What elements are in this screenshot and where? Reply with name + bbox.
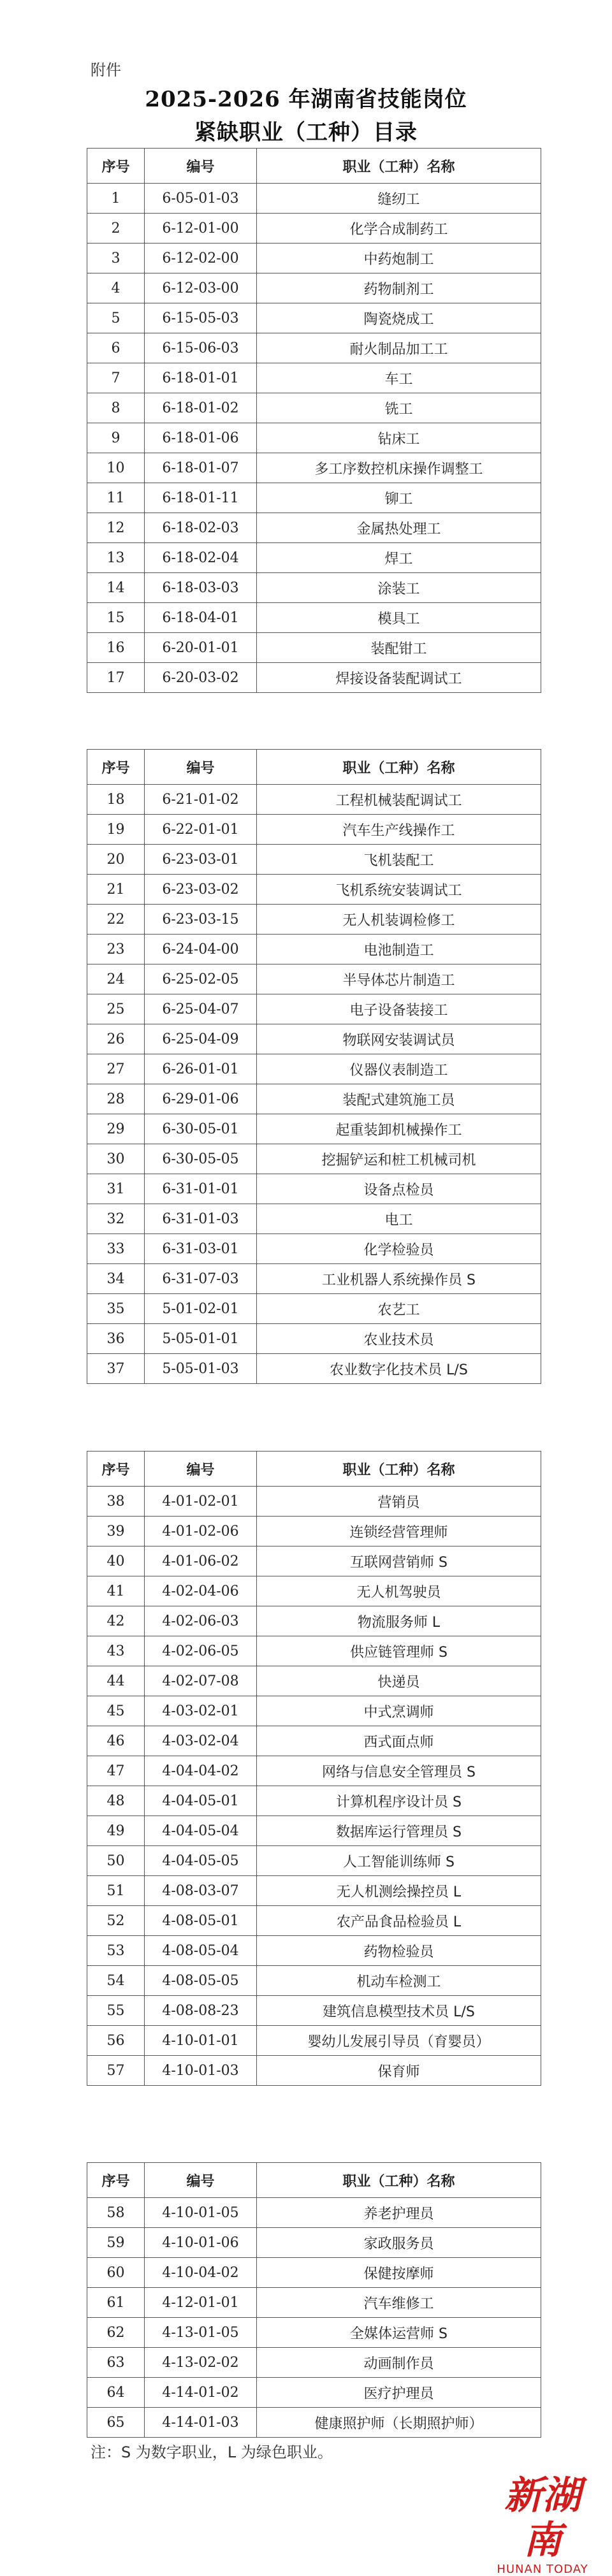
cell-code: 6-05-01-03 [145, 184, 257, 214]
table-header-row [87, 149, 541, 184]
cell-no: 16 [87, 633, 145, 663]
cell-no: 25 [87, 994, 145, 1024]
cell-code: 6-23-03-02 [145, 875, 257, 905]
cell-name: 数据库运行管理员 S [257, 1816, 541, 1846]
cell-name: 化学合成制药工 [257, 214, 541, 244]
cell-code: 4-02-07-08 [145, 1666, 257, 1696]
cell-no: 24 [87, 964, 145, 994]
cell-no: 43 [87, 1636, 145, 1666]
occupation-table [87, 1451, 541, 2086]
table-row [87, 393, 541, 423]
cell-name: 设备点检员 [257, 1174, 541, 1204]
cell-code: 4-02-04-06 [145, 1576, 257, 1606]
logo-main-text: 新湖南 [504, 2473, 581, 2563]
cell-no: 52 [87, 1906, 145, 1936]
cell-code: 6-29-01-06 [145, 1084, 257, 1114]
cell-no: 21 [87, 875, 145, 905]
table-row [87, 1696, 541, 1726]
cell-no: 47 [87, 1756, 145, 1786]
cell-code: 6-18-02-03 [145, 513, 257, 543]
table-row [87, 1606, 541, 1636]
cell-name: 车工 [257, 363, 541, 393]
cell-name: 医疗护理员 [257, 2378, 541, 2408]
cell-no: 5 [87, 303, 145, 333]
cell-no: 57 [87, 2056, 145, 2086]
cell-name: 农业技术员 [257, 1324, 541, 1354]
header-no: 序号 [87, 1452, 145, 1487]
cell-no: 54 [87, 1966, 145, 1996]
cell-code: 4-03-02-04 [145, 1726, 257, 1756]
cell-name: 西式面点师 [257, 1726, 541, 1756]
cell-code: 4-04-05-01 [145, 1786, 257, 1816]
cell-name: 建筑信息模型技术员 L/S [257, 1996, 541, 2026]
cell-name: 装配钳工 [257, 633, 541, 663]
table-row [87, 2318, 541, 2348]
cell-code: 4-01-02-01 [145, 1487, 257, 1517]
header-name: 职业（工种）名称 [257, 750, 541, 785]
table-row [87, 1996, 541, 2026]
table-row [87, 1636, 541, 1666]
cell-name: 装配式建筑施工员 [257, 1084, 541, 1114]
cell-name: 全媒体运营师 S [257, 2318, 541, 2348]
header-code: 编号 [145, 2163, 257, 2198]
cell-no: 32 [87, 1204, 145, 1234]
cell-code: 6-18-02-04 [145, 543, 257, 573]
cell-name: 连锁经营管理师 [257, 1517, 541, 1546]
cell-name: 汽车生产线操作工 [257, 815, 541, 845]
table-row [87, 453, 541, 483]
cell-name: 互联网营销师 S [257, 1546, 541, 1576]
table-row [87, 964, 541, 994]
cell-no: 26 [87, 1024, 145, 1054]
footnote: 注：S 为数字职业，L 为绿色职业。 [91, 2443, 333, 2461]
cell-name: 物联网安装调试员 [257, 1024, 541, 1054]
cell-name: 婴幼儿发展引导员（育婴员） [257, 2026, 541, 2056]
table-row [87, 1906, 541, 1936]
table-row [87, 184, 541, 214]
table-row [87, 1204, 541, 1234]
cell-code: 6-18-01-11 [145, 483, 257, 513]
table-row [87, 663, 541, 693]
cell-code: 6-31-07-03 [145, 1264, 257, 1294]
table-row [87, 1666, 541, 1696]
cell-name: 无人机测绘操控员 L [257, 1876, 541, 1906]
table-row [87, 1546, 541, 1576]
cell-no: 46 [87, 1726, 145, 1756]
occupation-table [87, 749, 541, 1384]
table-row [87, 1114, 541, 1144]
cell-name: 工业机器人系统操作员 S [257, 1264, 541, 1294]
header-code: 编号 [145, 149, 257, 184]
cell-name: 计算机程序设计员 S [257, 1786, 541, 1816]
cell-code: 6-25-04-07 [145, 994, 257, 1024]
cell-name: 半导体芯片制造工 [257, 964, 541, 994]
cell-no: 36 [87, 1324, 145, 1354]
cell-code: 4-13-02-02 [145, 2348, 257, 2378]
table-row [87, 875, 541, 905]
cell-code: 6-25-04-09 [145, 1024, 257, 1054]
cell-code: 6-31-01-01 [145, 1174, 257, 1204]
cell-name: 焊工 [257, 543, 541, 573]
logo-sub-text: HUNAN TODAY [497, 2563, 588, 2576]
cell-code: 4-10-01-01 [145, 2026, 257, 2056]
table-row [87, 1024, 541, 1054]
cell-no: 10 [87, 453, 145, 483]
cell-name: 缝纫工 [257, 184, 541, 214]
cell-no: 27 [87, 1054, 145, 1084]
cell-no: 38 [87, 1487, 145, 1517]
table-row [87, 2228, 541, 2258]
cell-no: 62 [87, 2318, 145, 2348]
cell-no: 59 [87, 2228, 145, 2258]
cell-code: 6-23-03-01 [145, 845, 257, 875]
cell-no: 18 [87, 785, 145, 815]
cell-code: 4-04-05-05 [145, 1846, 257, 1876]
cell-no: 48 [87, 1786, 145, 1816]
header-no: 序号 [87, 750, 145, 785]
cell-code: 4-02-06-05 [145, 1636, 257, 1666]
occupation-table-4 [87, 2162, 541, 2438]
cell-code: 6-18-04-01 [145, 603, 257, 633]
table-row [87, 363, 541, 393]
cell-no: 45 [87, 1696, 145, 1726]
table-row [87, 815, 541, 845]
table-row [87, 845, 541, 875]
cell-code: 6-20-01-01 [145, 633, 257, 663]
cell-no: 34 [87, 1264, 145, 1294]
cell-no: 22 [87, 905, 145, 935]
cell-no: 31 [87, 1174, 145, 1204]
cell-no: 7 [87, 363, 145, 393]
table-row [87, 214, 541, 244]
cell-no: 14 [87, 573, 145, 603]
cell-name: 飞机系统安装调试工 [257, 875, 541, 905]
table-row [87, 2378, 541, 2408]
cell-code: 4-14-01-02 [145, 2378, 257, 2408]
cell-name: 农业数字化技术员 L/S [257, 1354, 541, 1384]
cell-code: 4-14-01-03 [145, 2408, 257, 2438]
cell-no: 44 [87, 1666, 145, 1696]
cell-no: 8 [87, 393, 145, 423]
table-row [87, 1487, 541, 1517]
cell-no: 51 [87, 1876, 145, 1906]
header-name: 职业（工种）名称 [257, 2163, 541, 2198]
header-code: 编号 [145, 1452, 257, 1487]
cell-name: 飞机装配工 [257, 845, 541, 875]
cell-no: 9 [87, 423, 145, 453]
cell-name: 物流服务师 L [257, 1606, 541, 1636]
page-title-line1: 2025-2026 年湖南省技能岗位 [145, 87, 467, 112]
cell-code: 6-31-03-01 [145, 1234, 257, 1264]
cell-code: 6-30-05-05 [145, 1144, 257, 1174]
cell-name: 化学检验员 [257, 1234, 541, 1264]
table-row [87, 513, 541, 543]
cell-name: 药物检验员 [257, 1936, 541, 1966]
cell-code: 6-18-01-01 [145, 363, 257, 393]
table-row [87, 2348, 541, 2378]
cell-name: 涂装工 [257, 573, 541, 603]
cell-code: 4-02-06-03 [145, 1606, 257, 1636]
table-row [87, 1324, 541, 1354]
cell-code: 4-10-01-06 [145, 2228, 257, 2258]
cell-no: 29 [87, 1114, 145, 1144]
cell-no: 64 [87, 2378, 145, 2408]
page-title-line2: 紧缺职业（工种）目录 [194, 120, 418, 145]
table-row [87, 2198, 541, 2228]
cell-name: 动画制作员 [257, 2348, 541, 2378]
cell-no: 49 [87, 1816, 145, 1846]
occupation-table [87, 2162, 541, 2438]
cell-name: 工程机械装配调试工 [257, 785, 541, 815]
header-no: 序号 [87, 2163, 145, 2198]
cell-code: 4-08-05-04 [145, 1936, 257, 1966]
cell-no: 30 [87, 1144, 145, 1174]
cell-name: 仪器仪表制造工 [257, 1054, 541, 1084]
header-no: 序号 [87, 149, 145, 184]
table-header-row [87, 1452, 541, 1487]
table-row [87, 603, 541, 633]
table-row [87, 1294, 541, 1324]
table-row [87, 1876, 541, 1906]
cell-name: 钻床工 [257, 423, 541, 453]
table-row [87, 785, 541, 815]
cell-no: 60 [87, 2258, 145, 2288]
cell-no: 2 [87, 214, 145, 244]
cell-code: 6-18-01-07 [145, 453, 257, 483]
cell-no: 41 [87, 1576, 145, 1606]
cell-code: 4-08-05-01 [145, 1906, 257, 1936]
cell-name: 家政服务员 [257, 2228, 541, 2258]
cell-no: 11 [87, 483, 145, 513]
cell-code: 6-21-01-02 [145, 785, 257, 815]
cell-code: 5-05-01-01 [145, 1324, 257, 1354]
cell-name: 无人机装调检修工 [257, 905, 541, 935]
header-name: 职业（工种）名称 [257, 1452, 541, 1487]
cell-name: 电子设备装接工 [257, 994, 541, 1024]
cell-name: 保健按摩师 [257, 2258, 541, 2288]
table-row [87, 244, 541, 273]
cell-code: 6-12-03-00 [145, 273, 257, 303]
cell-no: 65 [87, 2408, 145, 2438]
cell-no: 1 [87, 184, 145, 214]
cell-code: 6-25-02-05 [145, 964, 257, 994]
cell-no: 15 [87, 603, 145, 633]
cell-no: 33 [87, 1234, 145, 1264]
cell-no: 42 [87, 1606, 145, 1636]
cell-name: 健康照护师（长期照护师） [257, 2408, 541, 2438]
table-row [87, 1234, 541, 1264]
cell-no: 13 [87, 543, 145, 573]
cell-code: 5-01-02-01 [145, 1294, 257, 1324]
table-row [87, 1726, 541, 1756]
cell-code: 6-12-01-00 [145, 214, 257, 244]
cell-no: 12 [87, 513, 145, 543]
attachment-label: 附件 [91, 61, 121, 79]
cell-code: 4-04-05-04 [145, 1816, 257, 1846]
table-row [87, 2408, 541, 2438]
cell-no: 28 [87, 1084, 145, 1114]
cell-name: 模具工 [257, 603, 541, 633]
table-row [87, 1816, 541, 1846]
table-row [87, 543, 541, 573]
table-row [87, 573, 541, 603]
cell-code: 4-10-01-03 [145, 2056, 257, 2086]
cell-no: 3 [87, 244, 145, 273]
cell-name: 农产品食品检验员 L [257, 1906, 541, 1936]
table-row [87, 2056, 541, 2086]
cell-code: 4-08-08-23 [145, 1996, 257, 2026]
cell-code: 4-13-01-05 [145, 2318, 257, 2348]
cell-name: 多工序数控机床操作调整工 [257, 453, 541, 483]
occupation-table-1 [87, 148, 541, 693]
table-row [87, 2026, 541, 2056]
cell-no: 20 [87, 845, 145, 875]
cell-name: 电池制造工 [257, 935, 541, 964]
cell-no: 37 [87, 1354, 145, 1384]
cell-no: 58 [87, 2198, 145, 2228]
cell-code: 6-15-05-03 [145, 303, 257, 333]
hunan-today-logo [488, 2473, 597, 2576]
cell-no: 56 [87, 2026, 145, 2056]
cell-code: 4-01-02-06 [145, 1517, 257, 1546]
table-row [87, 1786, 541, 1816]
cell-name: 陶瓷烧成工 [257, 303, 541, 333]
cell-name: 供应链管理师 S [257, 1636, 541, 1666]
cell-code: 5-05-01-03 [145, 1354, 257, 1384]
cell-name: 电工 [257, 1204, 541, 1234]
cell-code: 4-01-06-02 [145, 1546, 257, 1576]
table-row [87, 994, 541, 1024]
cell-code: 6-23-03-15 [145, 905, 257, 935]
table-row [87, 303, 541, 333]
table-row [87, 1756, 541, 1786]
cell-name: 铆工 [257, 483, 541, 513]
cell-name: 无人机驾驶员 [257, 1576, 541, 1606]
cell-name: 焊接设备装配调试工 [257, 663, 541, 693]
table-row [87, 333, 541, 363]
table-row [87, 1054, 541, 1084]
occupation-table [87, 148, 541, 693]
cell-no: 61 [87, 2288, 145, 2318]
cell-code: 6-26-01-01 [145, 1054, 257, 1084]
cell-name: 网络与信息安全管理员 S [257, 1756, 541, 1786]
cell-name: 营销员 [257, 1487, 541, 1517]
table-row [87, 1144, 541, 1174]
table-row [87, 905, 541, 935]
cell-name: 起重装卸机械操作工 [257, 1114, 541, 1144]
cell-code: 6-18-01-06 [145, 423, 257, 453]
cell-no: 19 [87, 815, 145, 845]
table-row [87, 2258, 541, 2288]
cell-code: 4-12-01-01 [145, 2288, 257, 2318]
cell-code: 4-04-04-02 [145, 1756, 257, 1786]
cell-no: 53 [87, 1936, 145, 1966]
table-row [87, 1846, 541, 1876]
table-row [87, 1354, 541, 1384]
cell-name: 耐火制品加工工 [257, 333, 541, 363]
table-row [87, 1264, 541, 1294]
cell-no: 40 [87, 1546, 145, 1576]
table-row [87, 935, 541, 964]
cell-no: 4 [87, 273, 145, 303]
cell-code: 6-18-03-03 [145, 573, 257, 603]
cell-name: 挖掘铲运和桩工机械司机 [257, 1144, 541, 1174]
cell-name: 保育师 [257, 2056, 541, 2086]
occupation-table-2 [87, 749, 541, 1384]
cell-no: 55 [87, 1996, 145, 2026]
table-row [87, 1576, 541, 1606]
cell-code: 6-22-01-01 [145, 815, 257, 845]
cell-code: 6-30-05-01 [145, 1114, 257, 1144]
cell-name: 养老护理员 [257, 2198, 541, 2228]
cell-code: 6-12-02-00 [145, 244, 257, 273]
cell-no: 35 [87, 1294, 145, 1324]
cell-name: 铣工 [257, 393, 541, 423]
cell-code: 6-18-01-02 [145, 393, 257, 423]
cell-name: 中式烹调师 [257, 1696, 541, 1726]
cell-no: 17 [87, 663, 145, 693]
cell-name: 汽车维修工 [257, 2288, 541, 2318]
cell-name: 人工智能训练师 S [257, 1846, 541, 1876]
cell-code: 4-10-04-02 [145, 2258, 257, 2288]
cell-no: 50 [87, 1846, 145, 1876]
table-row [87, 273, 541, 303]
header-code: 编号 [145, 750, 257, 785]
cell-name: 机动车检测工 [257, 1966, 541, 1996]
cell-code: 4-10-01-05 [145, 2198, 257, 2228]
cell-code: 4-08-05-05 [145, 1966, 257, 1996]
cell-code: 6-20-03-02 [145, 663, 257, 693]
cell-code: 6-31-01-03 [145, 1204, 257, 1234]
table-row [87, 1936, 541, 1966]
cell-no: 23 [87, 935, 145, 964]
table-row [87, 1517, 541, 1546]
cell-name: 农艺工 [257, 1294, 541, 1324]
table-row [87, 1966, 541, 1996]
cell-no: 6 [87, 333, 145, 363]
cell-name: 快递员 [257, 1666, 541, 1696]
table-row [87, 633, 541, 663]
table-row [87, 1174, 541, 1204]
cell-name: 药物制剂工 [257, 273, 541, 303]
table-row [87, 1084, 541, 1114]
cell-code: 6-24-04-00 [145, 935, 257, 964]
table-header-row [87, 750, 541, 785]
table-header-row [87, 2163, 541, 2198]
table-row [87, 483, 541, 513]
table-row [87, 2288, 541, 2318]
cell-code: 4-08-03-07 [145, 1876, 257, 1906]
cell-no: 39 [87, 1517, 145, 1546]
table-row [87, 423, 541, 453]
occupation-table-3 [87, 1451, 541, 2086]
cell-code: 6-15-06-03 [145, 333, 257, 363]
cell-name: 中药炮制工 [257, 244, 541, 273]
header-name: 职业（工种）名称 [257, 149, 541, 184]
cell-code: 4-03-02-01 [145, 1696, 257, 1726]
cell-no: 63 [87, 2348, 145, 2378]
cell-name: 金属热处理工 [257, 513, 541, 543]
